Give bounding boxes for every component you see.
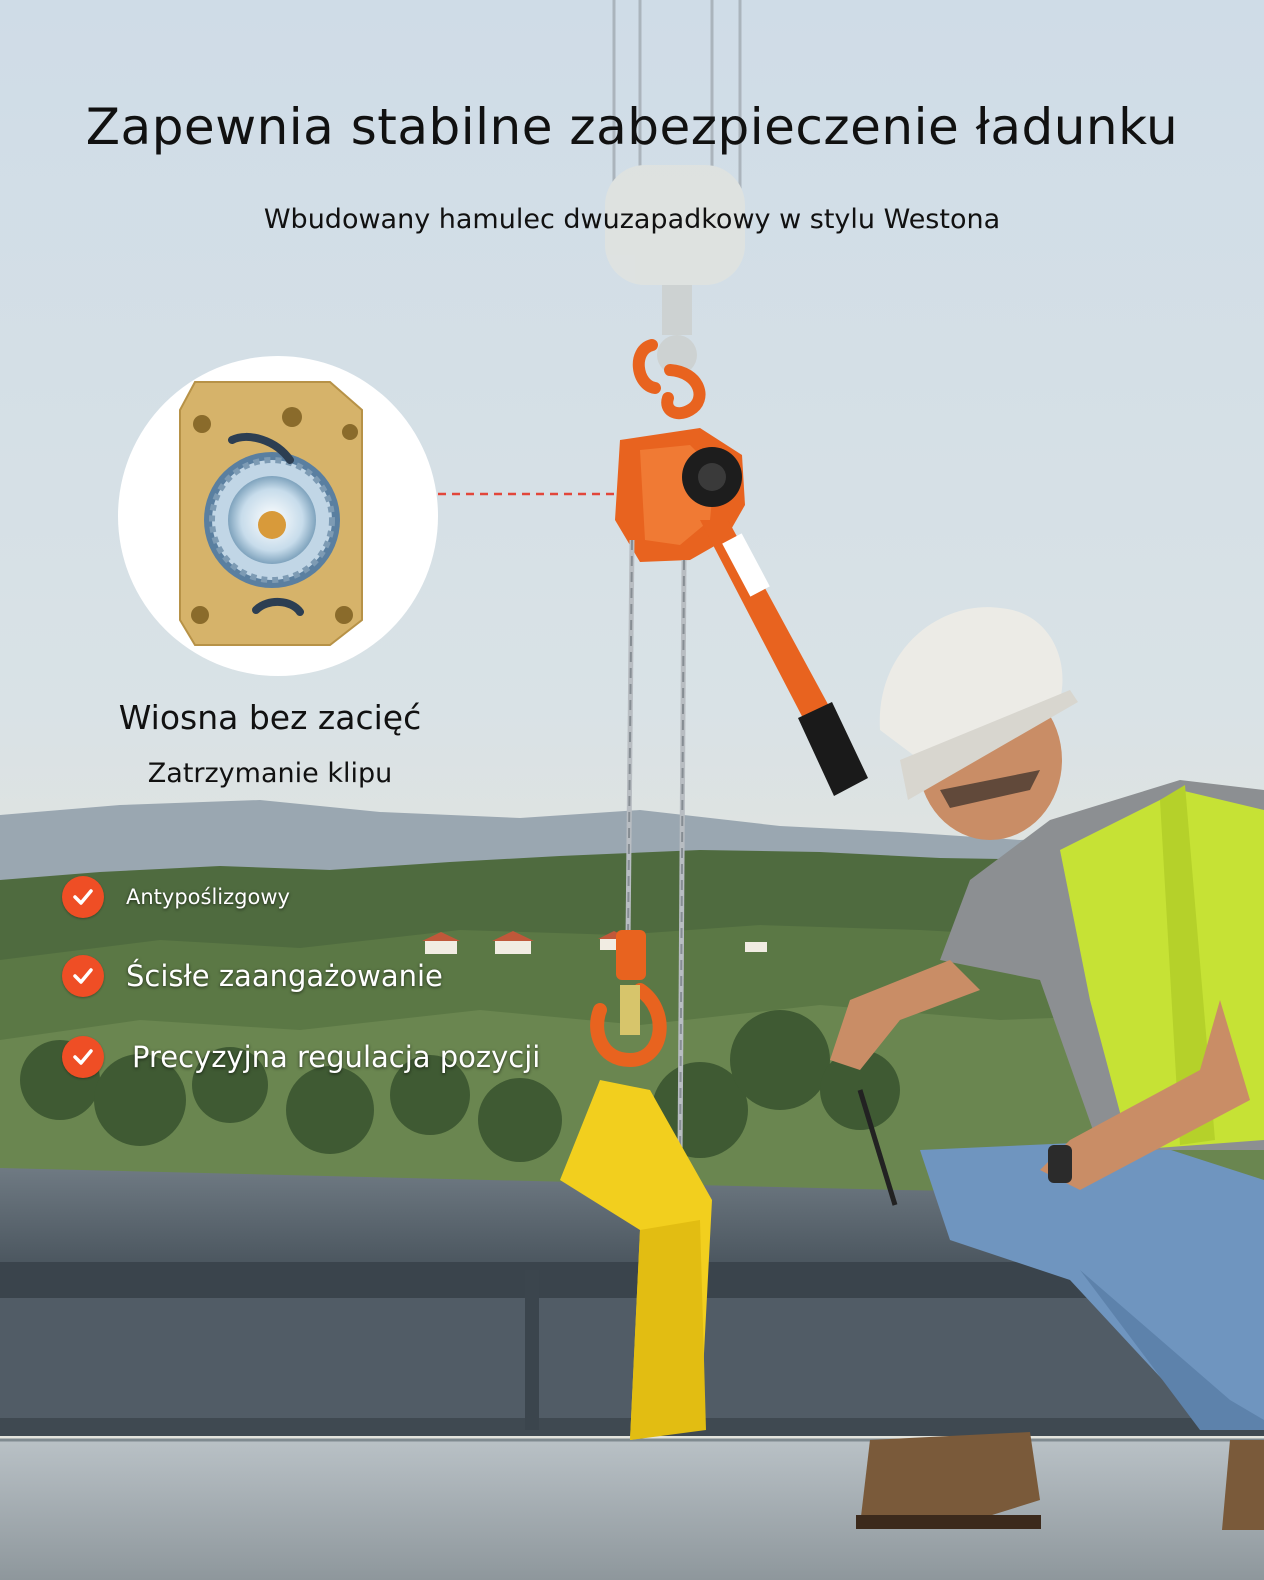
check-icon	[62, 1036, 104, 1078]
feature-label: Precyzyjna regulacja pozycji	[132, 1040, 541, 1074]
detail-caption-sub: Zatrzymanie klipu	[147, 758, 393, 789]
feature-item	[62, 955, 443, 997]
brake-detail-inset	[118, 356, 438, 676]
check-icon	[62, 876, 104, 918]
feature-item	[62, 1036, 540, 1078]
feature-label: Antypoślizgowy	[126, 885, 290, 909]
page-title: Zapewnia stabilne zabezpieczenie ładunku	[85, 98, 1179, 156]
detail-caption-main: Wiosna bez zacięć	[118, 698, 422, 737]
page-subtitle: Wbudowany hamulec dwuzapadkowy w stylu Westona	[263, 204, 1001, 235]
feature-label: Ścisłe zaangażowanie	[126, 959, 443, 993]
feature-item	[62, 876, 290, 918]
check-icon	[62, 955, 104, 997]
